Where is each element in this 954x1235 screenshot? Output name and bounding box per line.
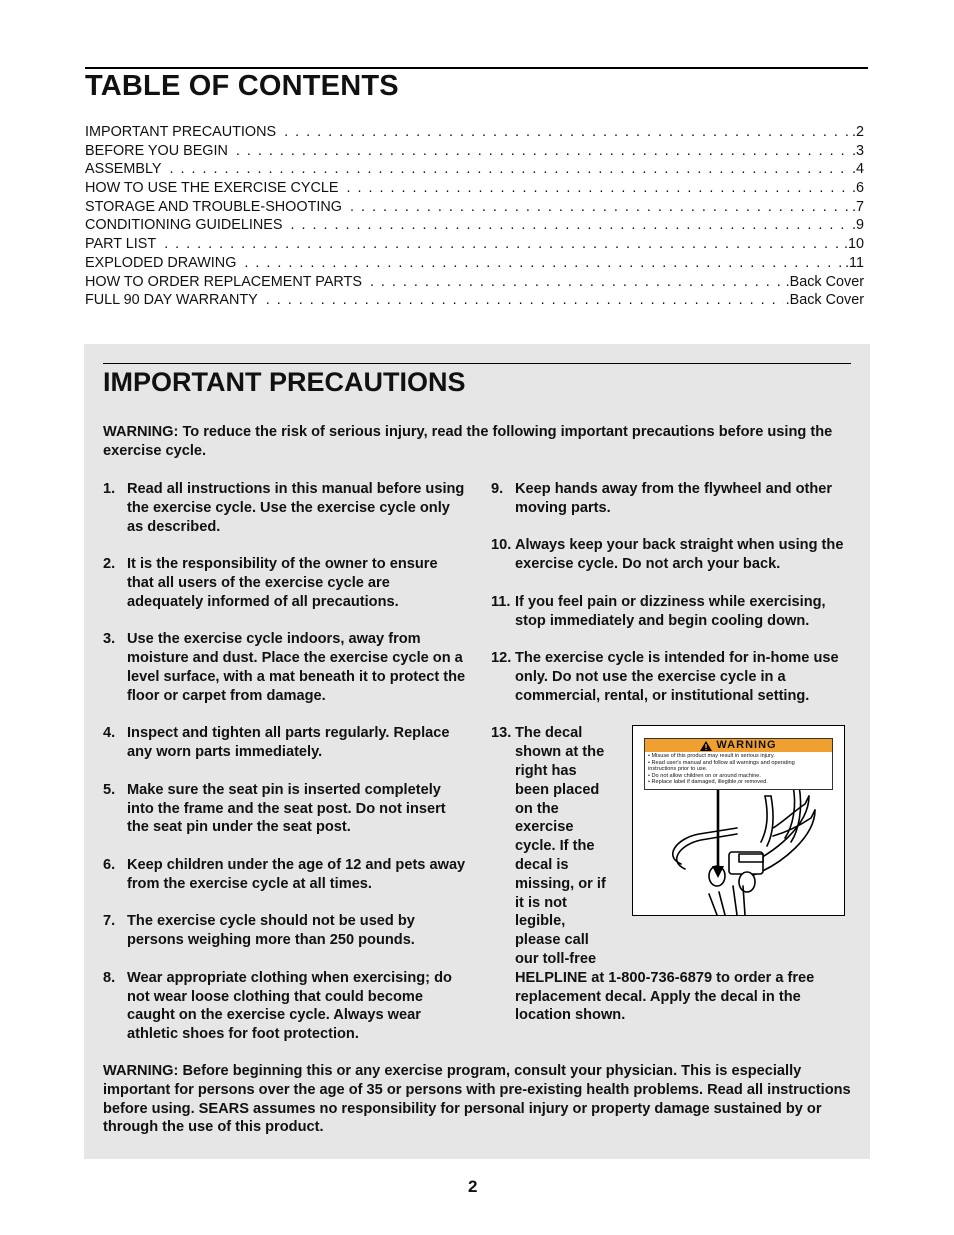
toc-entry-page: .9 xyxy=(851,217,864,234)
precaution-number: 8. xyxy=(103,969,116,986)
toc-leader-dots xyxy=(164,235,842,254)
toc-entry[interactable] xyxy=(85,123,864,142)
toc-entry-page: .7 xyxy=(851,198,864,215)
toc-entry-page: .2 xyxy=(851,124,864,140)
toc-entry-label: PART LIST xyxy=(85,236,157,253)
toc-entry-label: CONDITIONING GUIDELINES xyxy=(85,217,283,234)
precaution-number: 6. xyxy=(103,856,116,873)
precaution-text: The decal shown at the right has been placed on the exercise cycle. If the decal is missing, or if it is not legible, please call our toll-free xyxy=(515,725,606,967)
toc-entry[interactable] xyxy=(85,160,864,179)
precaution-number: 4. xyxy=(103,725,116,742)
warning-physician: WARNING: Before beginning this or any exercise program, consult your physician. This is especially important for persons over the age of 35 or persons with pre-existing health problems. Read all instructions before using. SEARS assumes no responsibility for personal injury or property damage sustained by or through the use of this product. xyxy=(103,1063,851,1136)
toc-leader-dots xyxy=(266,291,784,310)
precaution-item xyxy=(103,724,468,762)
precaution-number: 13. xyxy=(491,725,512,742)
precaution-item xyxy=(103,912,468,950)
precaution-item xyxy=(103,630,468,705)
precautions-rule xyxy=(103,363,851,364)
toc-entry-page: .6 xyxy=(851,180,864,197)
toc-leader-dots xyxy=(350,198,850,217)
toc-entry-label: FULL 90 DAY WARRANTY xyxy=(85,292,258,309)
precaution-number: 1. xyxy=(103,481,116,497)
toc-entry[interactable] xyxy=(85,142,864,161)
precaution-text: Keep children under the age of 12 and pets away from the exercise cycle at all times. xyxy=(127,856,466,892)
precaution-text: Read all instructions in this manual before using the exercise cycle. Use the exercise cycle only as described. xyxy=(127,481,465,535)
precaution-text-continued: HELPLINE at 1-800-736-6879 to order a free replacement decal. Apply the decal in the location shown. xyxy=(515,969,815,1024)
precaution-text: Keep hands away from the flywheel and other moving parts. xyxy=(515,481,833,516)
precaution-text: Wear appropriate clothing when exercising; do not wear loose clothing that could become caught on the exercise cycle. Always wear athletic shoes for foot protection. xyxy=(127,969,452,1043)
precaution-number: 12. xyxy=(491,650,512,667)
toc-entry-label: STORAGE AND TROUBLE-SHOOTING xyxy=(85,198,342,215)
precaution-item xyxy=(103,781,468,837)
warning-decal-line: instructions prior to use. xyxy=(648,766,708,773)
precaution-item xyxy=(103,555,468,611)
decal-illustration xyxy=(632,725,845,916)
toc-entry-label: ASSEMBLY xyxy=(85,161,162,178)
toc-leader-dots xyxy=(291,216,850,235)
precaution-text: It is the responsibility of the owner to ensure that all users of the exercise cycle are adequately informed of all precautions. xyxy=(127,556,438,610)
toc-entry-label: HOW TO ORDER REPLACEMENT PARTS xyxy=(85,273,362,290)
toc-top-rule xyxy=(85,67,868,69)
page-number: 2 xyxy=(468,1177,478,1196)
toc-entry[interactable] xyxy=(85,216,864,235)
toc-leader-dots xyxy=(236,142,850,161)
toc-leader-dots xyxy=(170,160,850,179)
warning-decal-line: • Do not allow children on or around machine. xyxy=(648,772,761,779)
toc-entry-page: .11 xyxy=(845,254,864,271)
precaution-number: 10. xyxy=(491,537,512,554)
toc-entry-page: .3 xyxy=(851,142,864,159)
precautions-title: IMPORTANT PRECAUTIONS xyxy=(103,367,466,397)
toc-list xyxy=(85,123,864,310)
precaution-item xyxy=(103,856,468,894)
precaution-text: The exercise cycle is intended for in-home use only. Do not use the exercise cycle in a commercial, rental, or institutional setting. xyxy=(515,650,839,704)
precautions-list-left xyxy=(103,480,468,1063)
warning-decal-line: • Read user's manual and follow all warnings and operating xyxy=(648,759,795,766)
precaution-item xyxy=(491,593,856,631)
toc-entry[interactable] xyxy=(85,235,864,254)
warning-decal-banner xyxy=(645,739,832,752)
warning-decal-line: • Misuse of this product may result in serious injury. xyxy=(648,753,775,759)
precaution-item xyxy=(491,649,856,705)
toc-entry-page: .Back Cover xyxy=(785,292,864,309)
precaution-text: Inspect and tighten all parts regularly. Replace any worn parts immediately. xyxy=(127,725,450,761)
toc-leader-dots xyxy=(347,179,850,198)
toc-entry-label: BEFORE YOU BEGIN xyxy=(85,142,228,159)
toc-leader-dots xyxy=(370,273,784,292)
precaution-item xyxy=(491,480,856,518)
toc-entry[interactable] xyxy=(85,198,864,217)
toc-entry-page: .Back Cover xyxy=(785,273,864,290)
toc-entry[interactable] xyxy=(85,291,864,310)
toc-entry-label: EXPLODED DRAWING xyxy=(85,254,237,271)
precaution-item xyxy=(103,969,468,1044)
toc-entry[interactable] xyxy=(85,179,864,198)
precaution-number: 3. xyxy=(103,631,116,648)
precaution-text: Use the exercise cycle indoors, away from moisture and dust. Place the exercise cycle on a level surface, with a mat beneath it to protect the floor or carpet from damage. xyxy=(127,631,466,704)
precautions-panel xyxy=(84,344,870,1159)
warning-decal-label xyxy=(644,738,833,790)
toc-entry[interactable] xyxy=(85,273,864,292)
toc-title: TABLE OF CONTENTS xyxy=(85,70,399,102)
precaution-text: Always keep your back straight when using the exercise cycle. Do not arch your back. xyxy=(515,537,844,573)
precaution-item xyxy=(103,480,468,536)
precaution-number: 5. xyxy=(103,781,116,798)
precaution-text: Make sure the seat pin is inserted completely into the frame and the seat post. Do not insert the seat pin under the seat post. xyxy=(127,781,446,836)
toc-leader-dots xyxy=(284,123,850,142)
toc-leader-dots xyxy=(244,254,843,273)
precaution-number: 7. xyxy=(103,913,116,930)
precaution-text: If you feel pain or dizziness while exercising, stop immediately and begin cooling down. xyxy=(515,593,826,629)
precaution-item xyxy=(491,536,856,574)
warning-intro: WARNING: To reduce the risk of serious injury, read the following important precautions before using the exercise cycle. xyxy=(103,424,833,459)
toc-entry[interactable] xyxy=(85,254,864,273)
precaution-number: 9. xyxy=(491,481,504,497)
precaution-number: 11. xyxy=(491,593,511,610)
toc-entry-page: .4 xyxy=(851,161,864,178)
warning-triangle-icon xyxy=(700,741,712,751)
warning-decal-text xyxy=(645,752,832,787)
toc-entry-label: HOW TO USE THE EXERCISE CYCLE xyxy=(85,180,339,197)
precaution-text: The exercise cycle should not be used by persons weighing more than 250 pounds. xyxy=(127,913,415,949)
toc-entry-page: .10 xyxy=(843,236,864,253)
precaution-number: 2. xyxy=(103,556,116,573)
toc-entry-label: IMPORTANT PRECAUTIONS xyxy=(85,124,277,140)
warning-decal-line: • Replace label if damaged, illegible,or removed. xyxy=(648,779,768,786)
warning-decal-heading: WARNING xyxy=(716,739,777,751)
